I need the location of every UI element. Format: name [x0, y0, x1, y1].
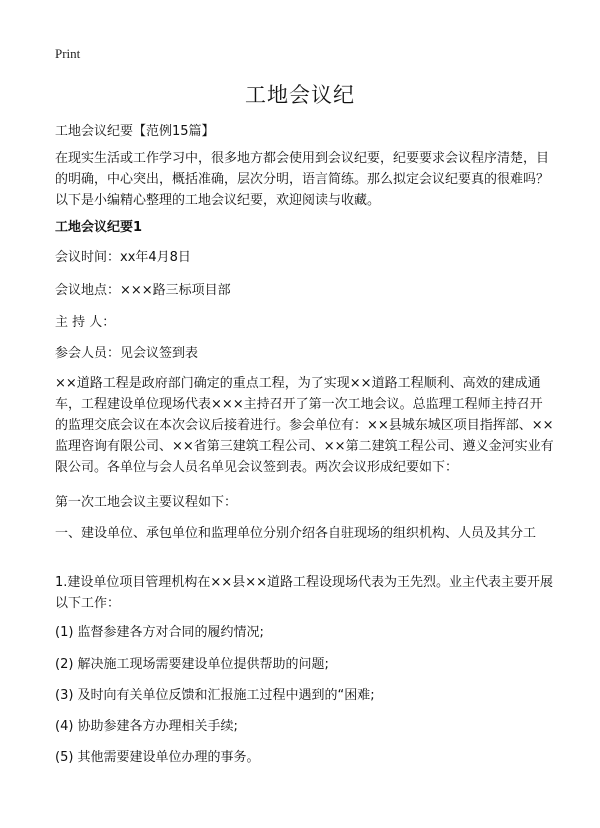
- print-label: Print: [55, 46, 81, 61]
- intro-paragraph: 在现实生活或工作学习中，很多地方都会使用到会议纪要，纪要要求会议程序清楚，目的明确，中心突出，概括准确，层次分明，语言简练。那么拟定会议纪要真的很难吗？以下是小编精心整理的工地会议纪要，欢迎阅读与收藏。: [55, 151, 550, 208]
- list-item: (5) 其他需要建设单位办理的事务。: [55, 750, 260, 765]
- list-item: (1) 监督参建各方对合同的履约情况;: [55, 625, 264, 640]
- meeting-host: 主 持 人：: [55, 315, 116, 330]
- meeting-attendees: 参会人员：见会议签到表: [55, 346, 199, 361]
- page-title: 工地会议纪: [245, 83, 355, 107]
- list-item: (3) 及时向有关单位反馈和汇报施工过程中遇到的“困难;: [55, 688, 375, 703]
- meeting-place: 会议地点：×××路三标项目部: [55, 283, 231, 298]
- body-paragraph: ××道路工程是政府部门确定的重点工程，为了实现××道路工程顺利、高效的建成通车，工程建设单位现场代表×××主持召开了第一次工地会议。总监理工程师主持召开的监理交底会议在本次会议后接着进行。参会单位有：××县城东城区项目指挥部、××监理咨询有限公司、××省第三建筑工程公司、××第二建筑工程公司、遵义金河实业有限公司。各单位与会人员名单见会议签到表。两次会议形成纪要如下：: [55, 376, 554, 475]
- document-subtitle: 工地会议纪要【范例15篇】: [55, 124, 215, 139]
- list-item: (4) 协助参建各方办理相关手续;: [55, 719, 238, 734]
- agenda-intro: 第一次工地会议主要议程如下：: [55, 495, 238, 510]
- agenda-item-1: 一、建设单位、承包单位和监理单位分别介绍各自驻现场的组织机构、人员及其分工: [55, 526, 537, 541]
- section-heading: 工地会议纪要1: [55, 220, 143, 235]
- item-1-text: 1.建设单位项目管理机构在××县××道路工程设现场代表为王先烈。业主代表主要开展以下工作：: [55, 575, 553, 611]
- list-item: (2) 解决施工现场需要建设单位提供帮助的问题;: [55, 657, 329, 672]
- meeting-time: 会议时间：xx年4月8日: [55, 250, 191, 265]
